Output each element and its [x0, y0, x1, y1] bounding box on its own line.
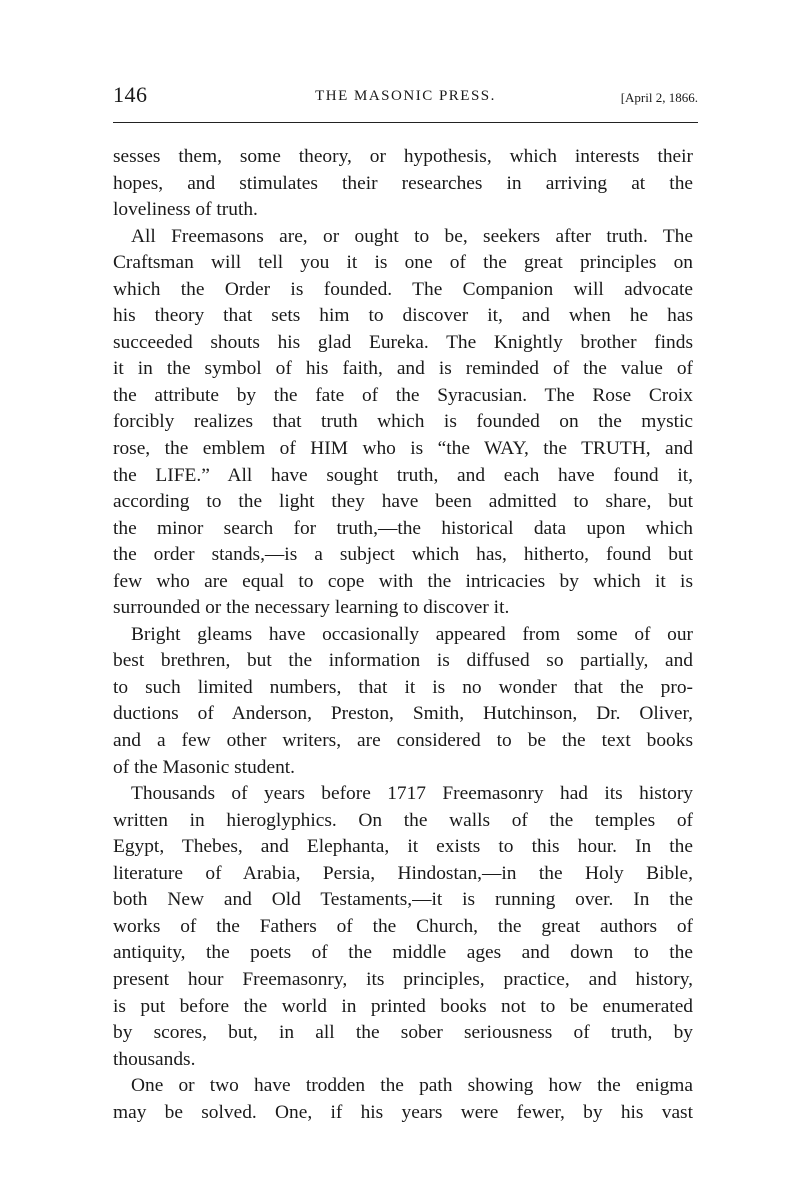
text-line: Craftsman will tell you it is one of the great principles on: [113, 252, 693, 274]
text-line: and a few other writers, are considered to be the text books: [113, 730, 693, 752]
text-line: to such limited numbers, that it is no wonder that the pro-: [113, 676, 693, 698]
text-line: All Freemasons are, or ought to be, seekers after truth. The: [131, 225, 693, 247]
body-text: [113, 144, 693, 1126]
text-line: written in hieroglyphics. On the walls of the temples of: [113, 809, 693, 831]
text-line: succeeded shouts his glad Eureka. The Knightly brother finds: [113, 331, 693, 353]
text-line: loveliness of truth.: [113, 199, 258, 221]
text-line: the order stands,—is a subject which has, hitherto, found but: [113, 544, 693, 566]
text-line: the attribute by the fate of the Syracusian. The Rose Croix: [113, 384, 693, 406]
text-line: rose, the emblem of HIM who is “the WAY, the TRUTH, and: [113, 438, 693, 460]
text-line: the minor search for truth,—the historical data upon which: [113, 517, 693, 539]
text-line: is put before the world in printed books not to be enumerated: [113, 995, 693, 1017]
text-line: Thousands of years before 1717 Freemasonry had its history: [131, 783, 693, 805]
header-rule: [113, 122, 698, 123]
text-line: may be solved. One, if his years were fewer, by his vast: [113, 1101, 693, 1123]
text-line: Bright gleams have occasionally appeared from some of our: [131, 623, 693, 645]
text-line: surrounded or the necessary learning to discover it.: [113, 597, 510, 619]
text-line: the LIFE.” All have sought truth, and each have found it,: [113, 464, 693, 486]
text-line: sesses them, some theory, or hypothesis, which interests their: [113, 146, 693, 167]
text-line: both New and Old Testaments,—it is running over. In the: [113, 889, 693, 911]
issue-date: [April 2, 1866.: [620, 90, 698, 105]
text-line: hopes, and stimulates their researches in arriving at the: [113, 172, 693, 194]
text-line: best brethren, but the information is diffused so partially, and: [113, 650, 693, 672]
page-header: [113, 82, 698, 112]
running-title: THE MASONIC PRESS.: [315, 88, 496, 104]
text-line: works of the Fathers of the Church, the great authors of: [113, 915, 693, 937]
text-line: ductions of Anderson, Preston, Smith, Hutchinson, Dr. Oliver,: [113, 703, 693, 725]
text-line: which the Order is founded. The Companion will advocate: [113, 278, 693, 300]
text-line: his theory that sets him to discover it, and when he has: [113, 305, 693, 327]
text-line: antiquity, the poets of the middle ages and down to the: [113, 942, 693, 964]
text-line: One or two have trodden the path showing how the enigma: [131, 1075, 693, 1097]
text-line: present hour Freemasonry, its principles, practice, and history,: [113, 968, 693, 990]
text-line: according to the light they have been admitted to share, but: [113, 491, 693, 513]
page-number: 146: [113, 82, 148, 107]
text-line: Egypt, Thebes, and Elephanta, it exists to this hour. In the: [113, 836, 693, 858]
text-line: of the Masonic student.: [113, 756, 296, 778]
text-line: thousands.: [113, 1048, 196, 1070]
text-line: it in the symbol of his faith, and is reminded of the value of: [113, 358, 693, 380]
text-line: forcibly realizes that truth which is founded on the mystic: [113, 411, 693, 433]
text-line: by scores, but, in all the sober seriousness of truth, by: [113, 1022, 693, 1044]
text-line: literature of Arabia, Persia, Hindostan,—in the Holy Bible,: [113, 862, 693, 884]
text-line: few who are equal to cope with the intricacies by which it is: [113, 570, 693, 592]
